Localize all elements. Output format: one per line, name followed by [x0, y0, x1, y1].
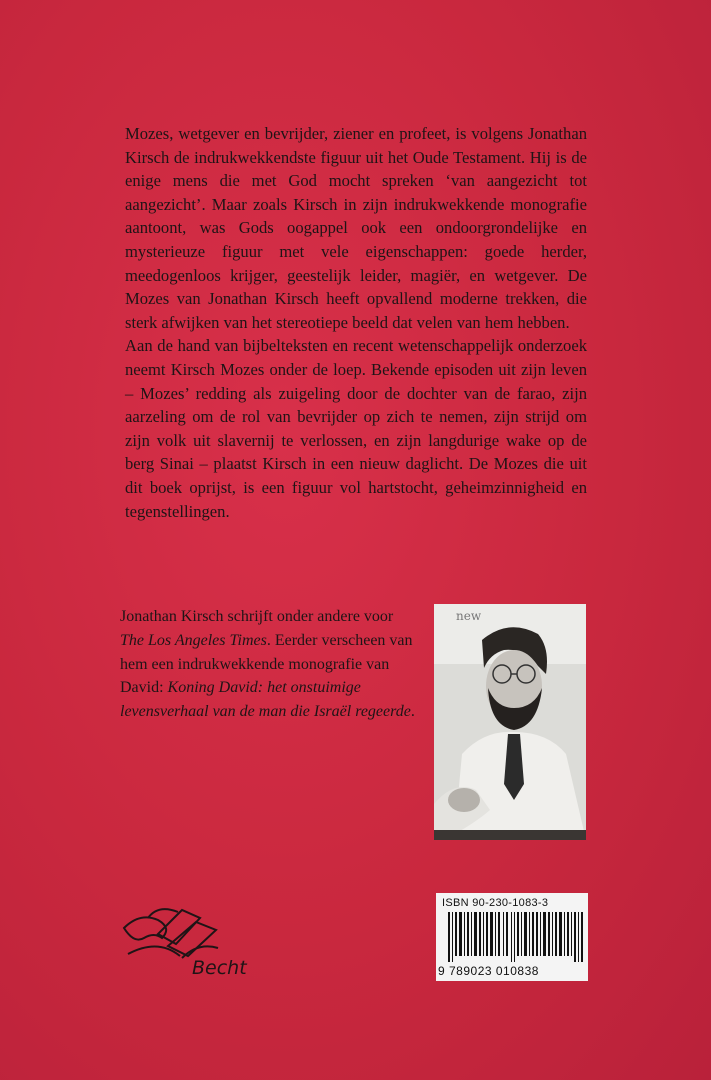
- bio-intro: Jonathan Kirsch schrijft onder andere voor: [120, 608, 394, 625]
- book-description: [125, 122, 587, 523]
- author-bio: [120, 605, 420, 724]
- publisher-name: Becht: [192, 957, 247, 979]
- bio-newspaper: The Los Angeles Times: [120, 631, 267, 649]
- bio-end: .: [410, 703, 415, 721]
- bio-book-title: Koning David: het onstuimige levensverhaal van de man die Israël regeerde: [120, 679, 411, 721]
- isbn-text: ISBN 90-230-1083-3: [442, 897, 549, 909]
- description-paragraph-1: Mozes, wetgever en bevrijder, ziener en profeet, is volgens Jonathan Kirsch de indrukwekkendste figuur uit het Oude Testament. Hij is de enige mens die met God mocht spreken ‘van aangezicht tot aangezicht’. Maar zoals Kirsch in zijn indrukwekkende monografie aantoont, was Gods oogappel ook een ondoorgrondelijke en mysterieuze figuur met vele eigenschappen: goede herder, meedogenloos krijger, geestelijk leider, magiër, en wetgever. De Mozes van Jonathan Kirsch heeft opvallend moderne trekken, die sterk afwijken van het stereotiepe beeld dat velen van hem hebben.: [125, 124, 587, 332]
- author-photo: [434, 604, 586, 840]
- description-paragraph-2: Aan de hand van bijbelteksten en recent wetenschappelijk onderzoek neemt Kirsch Mozes onder de loep. Bekende episoden uit zijn leven – Mozes’ redding als zuigeling door de dochter van de farao, zijn aarzeling om de rol van bevrijder op zich te nemen, zijn strijd om zijn volk uit slavernij te verlossen, en zijn langdurige wake op de berg Sinai – plaatst Kirsch in een nieuw daglicht. De Mozes die uit dit boek oprijst, is een figuur vol hartstocht, geheimzinnigheid en tegenstellingen.: [125, 336, 587, 521]
- photo-sign-text: new: [456, 609, 482, 623]
- ean-digits: 9 789023 010838: [438, 964, 539, 978]
- barcode: [448, 912, 584, 962]
- bio-middle: . Eerder verscheen van hem een indrukwekkende monografie van David:: [120, 631, 413, 697]
